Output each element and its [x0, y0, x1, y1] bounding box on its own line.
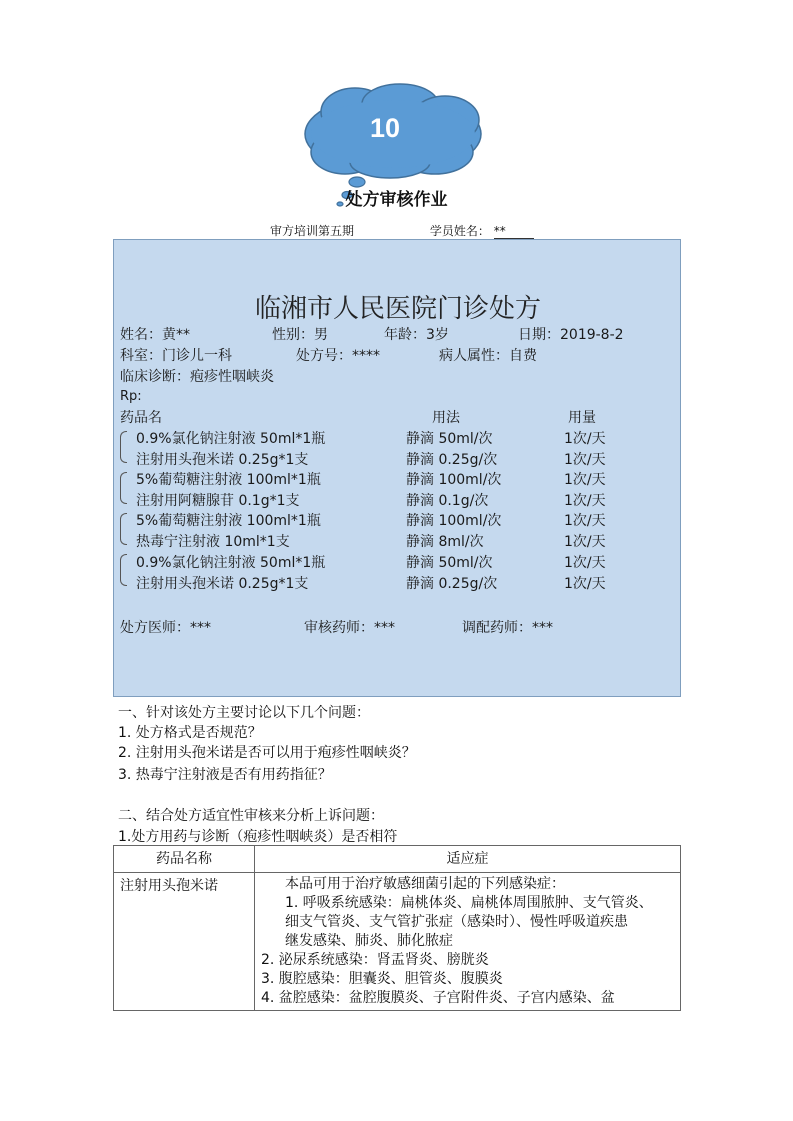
indication-line: 继发感染、肺炎、肺化脓症: [285, 933, 453, 949]
col-indication-header: 适应症: [255, 846, 681, 873]
drug-name: 5%葡萄糖注射液 100ml*1瓶: [136, 513, 321, 529]
table-row: [114, 873, 681, 1011]
student-label: 学员姓名：: [429, 224, 490, 238]
drug-usage: 静滴 0.25g/次: [406, 576, 498, 592]
question-2: 2. 注射用头孢米诺是否可以用于疱疹性咽峡炎？: [118, 745, 416, 761]
drug-dose: 1次/天: [564, 493, 606, 509]
drug-usage: 静滴 0.25g/次: [406, 452, 498, 468]
col-usage-header: 用法: [432, 410, 460, 426]
hospital-title: 临湘市人民医院门诊处方: [254, 294, 541, 324]
student-name: **: [494, 224, 534, 239]
assignment-number: 10: [369, 113, 401, 143]
section-2-heading: 二、结合处方适宜性审核来分析上诉问题：: [118, 808, 384, 824]
doctor-signature: 处方医师：***: [120, 620, 211, 636]
col-dose-header: 用量: [568, 410, 596, 426]
rx-number: 处方号：****: [296, 348, 380, 364]
group-brace: [120, 472, 127, 504]
drug-name: 0.9%氯化钠注射液 50ml*1瓶: [136, 431, 326, 447]
rx-date: 日期：2019-8-2: [518, 327, 624, 343]
drug-name: 0.9%氯化钠注射液 50ml*1瓶: [136, 555, 326, 571]
rp-label: Rp:: [120, 389, 142, 404]
drug-name: 注射用头孢米诺 0.25g*1支: [136, 576, 309, 592]
prescription-panel: [113, 239, 681, 697]
drug-dose: 1次/天: [564, 576, 606, 592]
patient-age: 年龄：3岁: [384, 327, 449, 343]
table-cell-indication: [255, 873, 681, 1011]
indication-line: 3. 腹腔感染：胆囊炎、胆管炎、腹膜炎: [261, 971, 503, 987]
drug-dose: 1次/天: [564, 452, 606, 468]
question-3: 3. 热毒宁注射液是否有用药指征？: [118, 767, 332, 783]
question-1: 1. 处方格式是否规范？: [118, 725, 262, 741]
department: 科室：门诊儿一科: [120, 348, 232, 364]
indication-line: 细支气管炎、支气管扩张症（感染时）、慢性呼吸道疾患: [285, 914, 628, 930]
patient-gender: 性别：男: [272, 327, 328, 343]
drug-name: 注射用头孢米诺 0.25g*1支: [136, 452, 309, 468]
drug-name: 注射用阿糖腺苷 0.1g*1支: [136, 493, 300, 509]
indication-line: 本品可用于治疗敏感细菌引起的下列感染症：: [285, 876, 565, 892]
reviewer-signature: 审核药师：***: [304, 620, 395, 636]
group-brace: [120, 513, 127, 545]
drug-dose: 1次/天: [564, 534, 606, 550]
training-line: [270, 222, 534, 239]
subsection-1: 1.处方用药与诊断（疱疹性咽峡炎）是否相符: [118, 829, 398, 845]
group-brace: [120, 431, 127, 463]
questions-heading: 一、针对该处方主要讨论以下几个问题：: [118, 705, 370, 721]
indication-table: [113, 845, 681, 1011]
table-cell-drug: 注射用头孢米诺: [114, 873, 255, 1011]
drug-dose: 1次/天: [564, 431, 606, 447]
drug-dose: 1次/天: [564, 513, 606, 529]
drug-usage: 静滴 50ml/次: [406, 555, 493, 571]
drug-dose: 1次/天: [564, 555, 606, 571]
drug-usage: 静滴 0.1g/次: [406, 493, 489, 509]
col-drug-header: 药品名: [120, 410, 162, 426]
drug-name: 热毒宁注射液 10ml*1支: [136, 534, 290, 550]
diagnosis: 临床诊断：疱疹性咽峡炎: [120, 369, 274, 385]
drug-dose: 1次/天: [564, 472, 606, 488]
page-title: 处方审核作业: [345, 190, 448, 210]
drug-usage: 静滴 100ml/次: [406, 472, 502, 488]
drug-usage: 静滴 100ml/次: [406, 513, 502, 529]
dispenser-signature: 调配药师：***: [462, 620, 553, 636]
col-drug-name-header: 药品名称: [114, 846, 255, 873]
group-brace: [120, 554, 127, 586]
patient-type: 病人属性：自费: [439, 348, 537, 364]
training-period: 审方培训第五期: [270, 224, 355, 238]
patient-name: 姓名：黄**: [120, 327, 190, 343]
indication-line: 1. 呼吸系统感染：扁桃体炎、扁桃体周围脓肿、支气管炎、: [285, 895, 653, 911]
indication-line: 2. 泌尿系统感染：肾盂肾炎、膀胱炎: [261, 952, 489, 968]
drug-usage: 静滴 8ml/次: [406, 534, 484, 550]
indication-line: 4. 盆腔感染：盆腔腹膜炎、子宫附件炎、子宫内感染、盆: [261, 990, 615, 1006]
table-header-row: [114, 846, 681, 873]
drug-name: 5%葡萄糖注射液 100ml*1瓶: [136, 472, 321, 488]
drug-usage: 静滴 50ml/次: [406, 431, 493, 447]
